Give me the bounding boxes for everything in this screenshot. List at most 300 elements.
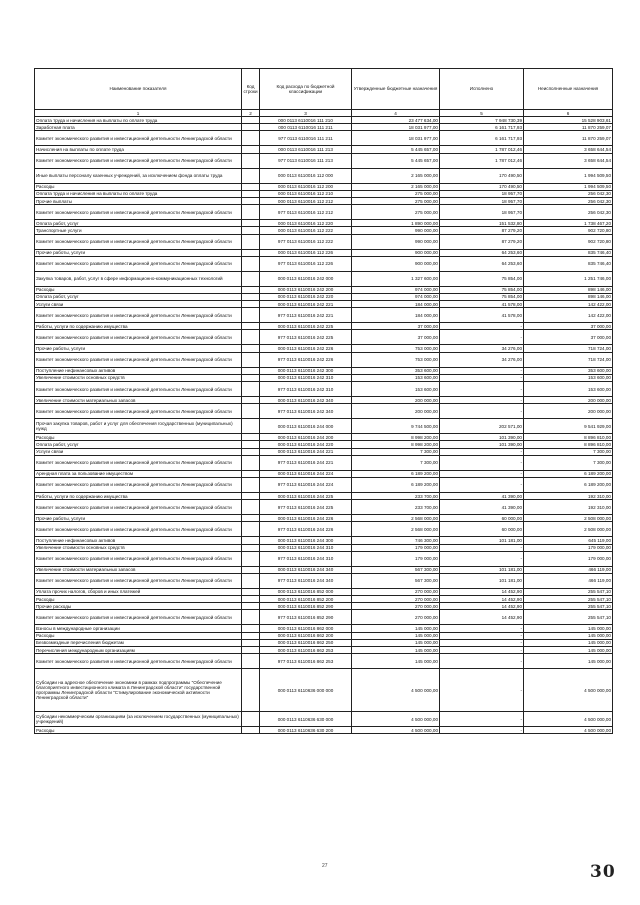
row-executed: 14 452,90 (440, 596, 524, 603)
row-code (242, 124, 260, 131)
row-budget-code: 000 0113 6110016 244 225 (260, 492, 352, 499)
row-name: Комитет экономического развития и инвестиционной деятельности Ленинградской области (35, 477, 242, 492)
row-approved: 7 300,00 (352, 455, 440, 470)
row-approved: 270 000,00 (352, 588, 440, 595)
row-name: Комитет экономического развития и инвестиционной деятельности Ленинградской области (35, 382, 242, 397)
table-row (35, 293, 613, 300)
row-unexecuted: 255 547,10 (524, 588, 613, 595)
row-executed: 170 490,50 (440, 183, 524, 190)
row-unexecuted: 835 746,40 (524, 256, 613, 271)
table-row (35, 183, 613, 190)
row-code (242, 448, 260, 455)
row-unexecuted: 11 870 259,07 (524, 124, 613, 131)
row-budget-code: 000 0113 6110016 244 300 (260, 537, 352, 544)
row-unexecuted: 8 896 810,00 (524, 434, 613, 441)
row-code (242, 727, 260, 734)
row-executed: - (440, 647, 524, 654)
row-executed: 75 854,00 (440, 286, 524, 293)
row-code (242, 500, 260, 515)
table-row (35, 227, 613, 234)
row-unexecuted: 255 547,10 (524, 610, 613, 625)
row-unexecuted: 902 720,80 (524, 227, 613, 234)
row-name: Взносы в международные организации (35, 625, 242, 632)
table-row (35, 441, 613, 448)
row-budget-code: 000 0113 6110016 112 200 (260, 183, 352, 190)
row-approved: 753 000,00 (352, 352, 440, 367)
row-code (242, 330, 260, 345)
row-name: Комитет экономического развития и инвестиционной деятельности Ленинградской области (35, 153, 242, 168)
row-executed: 14 452,90 (440, 588, 524, 595)
row-approved: 23 477 634,00 (352, 117, 440, 124)
row-executed: 18 957,70 (440, 197, 524, 204)
row-approved: 179 000,00 (352, 544, 440, 551)
row-budget-code: 000 0113 6110016 244 340 (260, 566, 352, 573)
row-budget-code: 000 0113 6110016 242 310 (260, 374, 352, 381)
row-approved: 233 700,00 (352, 500, 440, 515)
row-code (242, 522, 260, 537)
table-row (35, 345, 613, 352)
row-code (242, 293, 260, 300)
row-executed: 75 854,00 (440, 293, 524, 300)
row-name: Оплата работ, услуг (35, 220, 242, 227)
row-executed: 101 390,00 (440, 441, 524, 448)
row-code (242, 323, 260, 330)
row-name: Комитет экономического развития и инвестиционной деятельности Ленинградской области (35, 610, 242, 625)
row-budget-code: 000 0113 6110016 242 226 (260, 345, 352, 352)
table-row (35, 404, 613, 419)
row-budget-code: 000 0113 6110636 630 200 (260, 727, 352, 734)
row-budget-code: 000 0113 6110016 852 290 (260, 603, 352, 610)
row-executed: - (440, 727, 524, 734)
row-budget-code: 977 0113 6110016 242 340 (260, 404, 352, 419)
table-row (35, 522, 613, 537)
row-approved: 8 998 200,00 (352, 441, 440, 448)
row-code (242, 345, 260, 352)
row-budget-code: 977 0113 6110016 244 226 (260, 522, 352, 537)
row-code (242, 477, 260, 492)
col-number: 2 (242, 110, 260, 117)
row-approved: 990 000,00 (352, 227, 440, 234)
row-budget-code: 977 0113 6110016 112 226 (260, 256, 352, 271)
row-unexecuted: 15 528 903,61 (524, 117, 613, 124)
row-executed: - (440, 367, 524, 374)
row-executed: 60 000,00 (440, 515, 524, 522)
row-budget-code: 000 0113 6110636 630 000 (260, 712, 352, 727)
row-name: Расходы (35, 596, 242, 603)
row-name: Комитет экономического развития и инвестиционной деятельности Ленинградской области (35, 131, 242, 146)
table-row (35, 374, 613, 381)
row-budget-code: 000 0113 6110016 111 213 (260, 146, 352, 153)
row-budget-code: 000 0113 6110016 862 253 (260, 647, 352, 654)
row-code (242, 197, 260, 204)
row-executed: - (440, 477, 524, 492)
budget-execution-table (34, 68, 613, 734)
row-code (242, 455, 260, 470)
row-approved: 37 000,00 (352, 330, 440, 345)
row-unexecuted: 153 600,00 (524, 374, 613, 381)
row-name: Прочие расходы (35, 603, 242, 610)
row-name: Комитет экономического развития и инвестиционной деятельности Ленинградской области (35, 352, 242, 367)
row-unexecuted: 256 042,30 (524, 205, 613, 220)
row-code (242, 544, 260, 551)
row-executed: 202 571,00 (440, 419, 524, 434)
row-unexecuted: 835 746,40 (524, 249, 613, 256)
row-unexecuted: 255 547,10 (524, 596, 613, 603)
row-code (242, 183, 260, 190)
row-name: Расходы (35, 727, 242, 734)
table-row (35, 544, 613, 551)
header-code: Код строки (242, 69, 260, 110)
row-unexecuted: 200 000,00 (524, 397, 613, 404)
row-code (242, 537, 260, 544)
table-row (35, 551, 613, 566)
row-budget-code: 000 0113 6110016 852 000 (260, 588, 352, 595)
row-executed: - (440, 397, 524, 404)
table-row (35, 220, 613, 227)
row-name: Работы, услуги по содержанию имущества (35, 323, 242, 330)
row-approved: 37 000,00 (352, 323, 440, 330)
row-approved: 2 165 000,00 (352, 168, 440, 183)
row-unexecuted: 466 119,00 (524, 566, 613, 573)
row-unexecuted: 1 738 467,20 (524, 220, 613, 227)
row-code (242, 404, 260, 419)
row-approved: 2 165 000,00 (352, 183, 440, 190)
row-unexecuted: 179 000,00 (524, 544, 613, 551)
row-code (242, 470, 260, 477)
row-name: Прочие работы, услуги (35, 515, 242, 522)
header-budget-code: Код расхода по бюджетной классификации (260, 69, 352, 110)
row-code (242, 190, 260, 197)
row-approved: 8 998 200,00 (352, 434, 440, 441)
row-executed: 101 181,00 (440, 566, 524, 573)
row-name: Комитет экономического развития и инвестиционной деятельности Ленинградской области (35, 522, 242, 537)
row-unexecuted: 353 600,00 (524, 367, 613, 374)
row-unexecuted: 192 310,00 (524, 492, 613, 499)
row-name: Уплата прочих налогов, сборов и иных платежей (35, 588, 242, 595)
row-name: Субсидии некоммерческим организациям (за исключением государственных (муниципальных) учреждений) (35, 712, 242, 727)
row-unexecuted: 718 724,00 (524, 352, 613, 367)
row-approved: 275 000,00 (352, 190, 440, 197)
row-approved: 145 000,00 (352, 625, 440, 632)
row-budget-code: 000 0113 6110016 112 220 (260, 220, 352, 227)
row-name: Расходы (35, 183, 242, 190)
table-row (35, 367, 613, 374)
row-budget-code: 977 0113 6110016 852 290 (260, 610, 352, 625)
row-executed: - (440, 625, 524, 632)
table-row (35, 190, 613, 197)
table-row (35, 419, 613, 434)
row-approved: 270 000,00 (352, 603, 440, 610)
row-approved: 200 000,00 (352, 404, 440, 419)
row-code (242, 603, 260, 610)
row-unexecuted: 9 541 929,00 (524, 419, 613, 434)
row-name: Работы, услуги по содержанию имущества (35, 492, 242, 499)
row-name: Транспортные услуги (35, 227, 242, 234)
row-executed: - (440, 455, 524, 470)
row-approved: 1 327 600,00 (352, 271, 440, 286)
row-budget-code: 000 0113 6110016 112 000 (260, 168, 352, 183)
row-name: Увеличение стоимости материальных запасов (35, 566, 242, 573)
row-name: Прочая закупка товаров, работ и услуг для обеспечения государственных (муниципальных) нужд (35, 419, 242, 434)
row-name: Оплата труда и начисления на выплаты по оплате труда (35, 190, 242, 197)
row-budget-code: 000 0113 6110016 242 220 (260, 293, 352, 300)
row-executed: - (440, 374, 524, 381)
row-name: Услуги связи (35, 301, 242, 308)
row-budget-code: 000 0113 6110016 242 200 (260, 286, 352, 293)
row-budget-code: 000 0113 6110016 112 210 (260, 190, 352, 197)
row-code (242, 588, 260, 595)
row-name: Безвозмездные перечисления бюджетам (35, 639, 242, 646)
row-code (242, 308, 260, 323)
row-budget-code: 977 0113 6110016 242 310 (260, 382, 352, 397)
row-code (242, 367, 260, 374)
row-unexecuted: 898 146,00 (524, 293, 613, 300)
row-executed: 18 957,70 (440, 205, 524, 220)
row-executed: 6 161 717,93 (440, 124, 524, 131)
row-code (242, 647, 260, 654)
row-executed: - (440, 323, 524, 330)
row-code (242, 492, 260, 499)
row-approved: 184 000,00 (352, 308, 440, 323)
row-executed: - (440, 330, 524, 345)
row-approved: 145 000,00 (352, 654, 440, 669)
table-row (35, 271, 613, 286)
row-unexecuted: 145 000,00 (524, 639, 613, 646)
row-name: Комитет экономического развития и инвестиционной деятельности Ленинградской области (35, 500, 242, 515)
row-executed: 60 000,00 (440, 522, 524, 537)
row-approved: 270 000,00 (352, 610, 440, 625)
col-number: 1 (35, 110, 242, 117)
page-number: 30 (590, 862, 616, 882)
row-approved: 7 300,00 (352, 448, 440, 455)
row-budget-code: 977 0113 6110016 111 211 (260, 131, 352, 146)
row-executed: 34 276,00 (440, 352, 524, 367)
row-name: Расходы (35, 632, 242, 639)
row-budget-code: 000 0113 6110016 244 200 (260, 434, 352, 441)
row-name: Иные выплаты персоналу казенных учреждений, за исключением фонда оплаты труда (35, 168, 242, 183)
row-code (242, 374, 260, 381)
table-row (35, 515, 613, 522)
row-executed: 151 532,80 (440, 220, 524, 227)
table-row (35, 603, 613, 610)
row-unexecuted: 3 658 644,54 (524, 146, 613, 153)
table-row (35, 500, 613, 515)
table-row (35, 323, 613, 330)
table-row (35, 654, 613, 669)
row-approved: 275 000,00 (352, 197, 440, 204)
row-name: Комитет экономического развития и инвестиционной деятельности Ленинградской области (35, 551, 242, 566)
table-row (35, 205, 613, 220)
row-budget-code: 977 0113 6110016 244 310 (260, 551, 352, 566)
table-row (35, 197, 613, 204)
row-budget-code: 977 0113 6110016 111 213 (260, 153, 352, 168)
row-name: Комитет экономического развития и инвестиционной деятельности Ленинградской области (35, 234, 242, 249)
row-executed: 41 578,00 (440, 301, 524, 308)
row-approved: 990 000,00 (352, 234, 440, 249)
row-name: Комитет экономического развития и инвестиционной деятельности Ленинградской области (35, 330, 242, 345)
row-executed: 64 253,60 (440, 249, 524, 256)
row-unexecuted: 1 994 509,50 (524, 168, 613, 183)
row-budget-code: 977 0113 6110016 244 340 (260, 573, 352, 588)
row-unexecuted: 1 994 509,50 (524, 183, 613, 190)
row-executed: - (440, 382, 524, 397)
row-executed: 87 279,20 (440, 234, 524, 249)
row-unexecuted: 4 500 000,00 (524, 727, 613, 734)
row-budget-code: 000 0113 6110016 242 221 (260, 301, 352, 308)
row-name: Заработная плата (35, 124, 242, 131)
row-unexecuted: 6 189 200,00 (524, 470, 613, 477)
table-row (35, 382, 613, 397)
row-name: Оплата работ, услуг (35, 293, 242, 300)
row-budget-code: 000 0113 6110016 244 000 (260, 419, 352, 434)
row-approved: 974 000,00 (352, 286, 440, 293)
row-unexecuted: 200 000,00 (524, 404, 613, 419)
header-name: Наименование показателя (35, 69, 242, 110)
row-code (242, 610, 260, 625)
row-code (242, 220, 260, 227)
row-executed: - (440, 654, 524, 669)
row-name: Арендная плата за пользование имуществом (35, 470, 242, 477)
row-code (242, 352, 260, 367)
column-number-row (35, 110, 613, 117)
row-executed: 18 957,70 (440, 190, 524, 197)
row-approved: 6 189 200,00 (352, 477, 440, 492)
row-name: Увеличение стоимости материальных запасов (35, 397, 242, 404)
row-name: Прочие работы, услуги (35, 249, 242, 256)
row-code (242, 639, 260, 646)
table-row (35, 712, 613, 727)
row-unexecuted: 466 119,00 (524, 573, 613, 588)
table-row (35, 153, 613, 168)
row-approved: 353 600,00 (352, 367, 440, 374)
row-executed: 14 452,90 (440, 603, 524, 610)
row-code (242, 654, 260, 669)
row-budget-code: 000 0113 6110016 862 250 (260, 639, 352, 646)
row-executed: - (440, 669, 524, 712)
row-approved: 153 600,00 (352, 382, 440, 397)
row-budget-code: 977 0113 6110016 244 221 (260, 455, 352, 470)
row-budget-code: 000 0113 6110016 862 200 (260, 632, 352, 639)
row-unexecuted: 4 500 000,00 (524, 669, 613, 712)
table-row (35, 131, 613, 146)
col-number: 6 (524, 110, 613, 117)
row-approved: 233 700,00 (352, 492, 440, 499)
table-row (35, 397, 613, 404)
row-budget-code: 000 0113 6110016 242 340 (260, 397, 352, 404)
row-budget-code: 000 0113 6110016 852 200 (260, 596, 352, 603)
row-approved: 4 500 000,00 (352, 712, 440, 727)
row-executed: - (440, 639, 524, 646)
table-row (35, 477, 613, 492)
row-name: Увеличение стоимости основных средств (35, 544, 242, 551)
row-executed: 170 490,50 (440, 168, 524, 183)
row-unexecuted: 256 042,30 (524, 190, 613, 197)
row-budget-code: 977 0113 6110016 862 253 (260, 654, 352, 669)
row-unexecuted: 7 300,00 (524, 455, 613, 470)
header-approved: Утвержденные бюджетные назначения (352, 69, 440, 110)
row-executed: - (440, 404, 524, 419)
row-unexecuted: 153 600,00 (524, 382, 613, 397)
row-name: Субсидии на адресное обеспечение экономики в рамках подпрограммы "Обеспечение благоприятного инвестиционного климата в Ленинградской области" государственной программы Ленинградской области "Стимулирование экономической активности Ленинградской области" (35, 669, 242, 712)
row-unexecuted: 2 508 000,00 (524, 515, 613, 522)
table-row (35, 647, 613, 654)
row-code (242, 146, 260, 153)
row-code (242, 301, 260, 308)
row-executed: 87 279,20 (440, 227, 524, 234)
row-approved: 270 000,00 (352, 596, 440, 603)
row-executed: 1 787 012,46 (440, 153, 524, 168)
row-budget-code: 000 0113 6110016 244 220 (260, 441, 352, 448)
row-name: Поступление нефинансовых активов (35, 367, 242, 374)
table-row (35, 639, 613, 646)
row-unexecuted: 645 119,00 (524, 537, 613, 544)
row-executed: 7 948 730,39 (440, 117, 524, 124)
row-executed: 34 276,00 (440, 345, 524, 352)
table-row (35, 573, 613, 588)
table-row (35, 596, 613, 603)
table-row (35, 168, 613, 183)
row-code (242, 256, 260, 271)
row-approved: 179 000,00 (352, 551, 440, 566)
row-approved: 746 300,00 (352, 537, 440, 544)
row-name: Комитет экономического развития и инвестиционной деятельности Ленинградской области (35, 573, 242, 588)
table-row (35, 455, 613, 470)
row-approved: 5 445 657,00 (352, 153, 440, 168)
row-approved: 2 568 000,00 (352, 522, 440, 537)
row-unexecuted: 142 422,00 (524, 301, 613, 308)
row-unexecuted: 145 000,00 (524, 654, 613, 669)
row-approved: 567 300,00 (352, 566, 440, 573)
row-budget-code: 000 0113 6110016 111 210 (260, 117, 352, 124)
row-code (242, 632, 260, 639)
table-row (35, 610, 613, 625)
row-name: Услуги связи (35, 448, 242, 455)
header-executed: Исполнено (440, 69, 524, 110)
row-name: Перечисления международным организациям (35, 647, 242, 654)
row-unexecuted: 255 547,10 (524, 603, 613, 610)
table-row (35, 470, 613, 477)
row-name: Комитет экономического развития и инвестиционной деятельности Ленинградской области (35, 256, 242, 271)
table-row (35, 286, 613, 293)
row-code (242, 227, 260, 234)
row-approved: 145 000,00 (352, 639, 440, 646)
table-row (35, 537, 613, 544)
row-executed: 41 390,00 (440, 492, 524, 499)
row-unexecuted: 718 724,00 (524, 345, 613, 352)
table-body (35, 117, 613, 734)
row-approved: 1 890 000,00 (352, 220, 440, 227)
table-row (35, 249, 613, 256)
row-budget-code: 000 0113 6110016 862 000 (260, 625, 352, 632)
row-code (242, 566, 260, 573)
row-unexecuted: 1 251 746,00 (524, 271, 613, 286)
row-code (242, 234, 260, 249)
table-row (35, 632, 613, 639)
row-unexecuted: 192 310,00 (524, 500, 613, 515)
row-name: Комитет экономического развития и инвестиционной деятельности Ленинградской области (35, 455, 242, 470)
row-approved: 145 000,00 (352, 647, 440, 654)
row-executed: 64 253,60 (440, 256, 524, 271)
row-budget-code: 000 0113 6110016 111 211 (260, 124, 352, 131)
row-budget-code: 000 0113 6110016 244 226 (260, 515, 352, 522)
row-code (242, 249, 260, 256)
row-unexecuted: 902 720,80 (524, 234, 613, 249)
row-code (242, 515, 260, 522)
row-unexecuted: 37 000,00 (524, 323, 613, 330)
row-code (242, 573, 260, 588)
row-budget-code: 000 0113 6110016 244 221 (260, 448, 352, 455)
row-approved: 18 031 977,00 (352, 124, 440, 131)
